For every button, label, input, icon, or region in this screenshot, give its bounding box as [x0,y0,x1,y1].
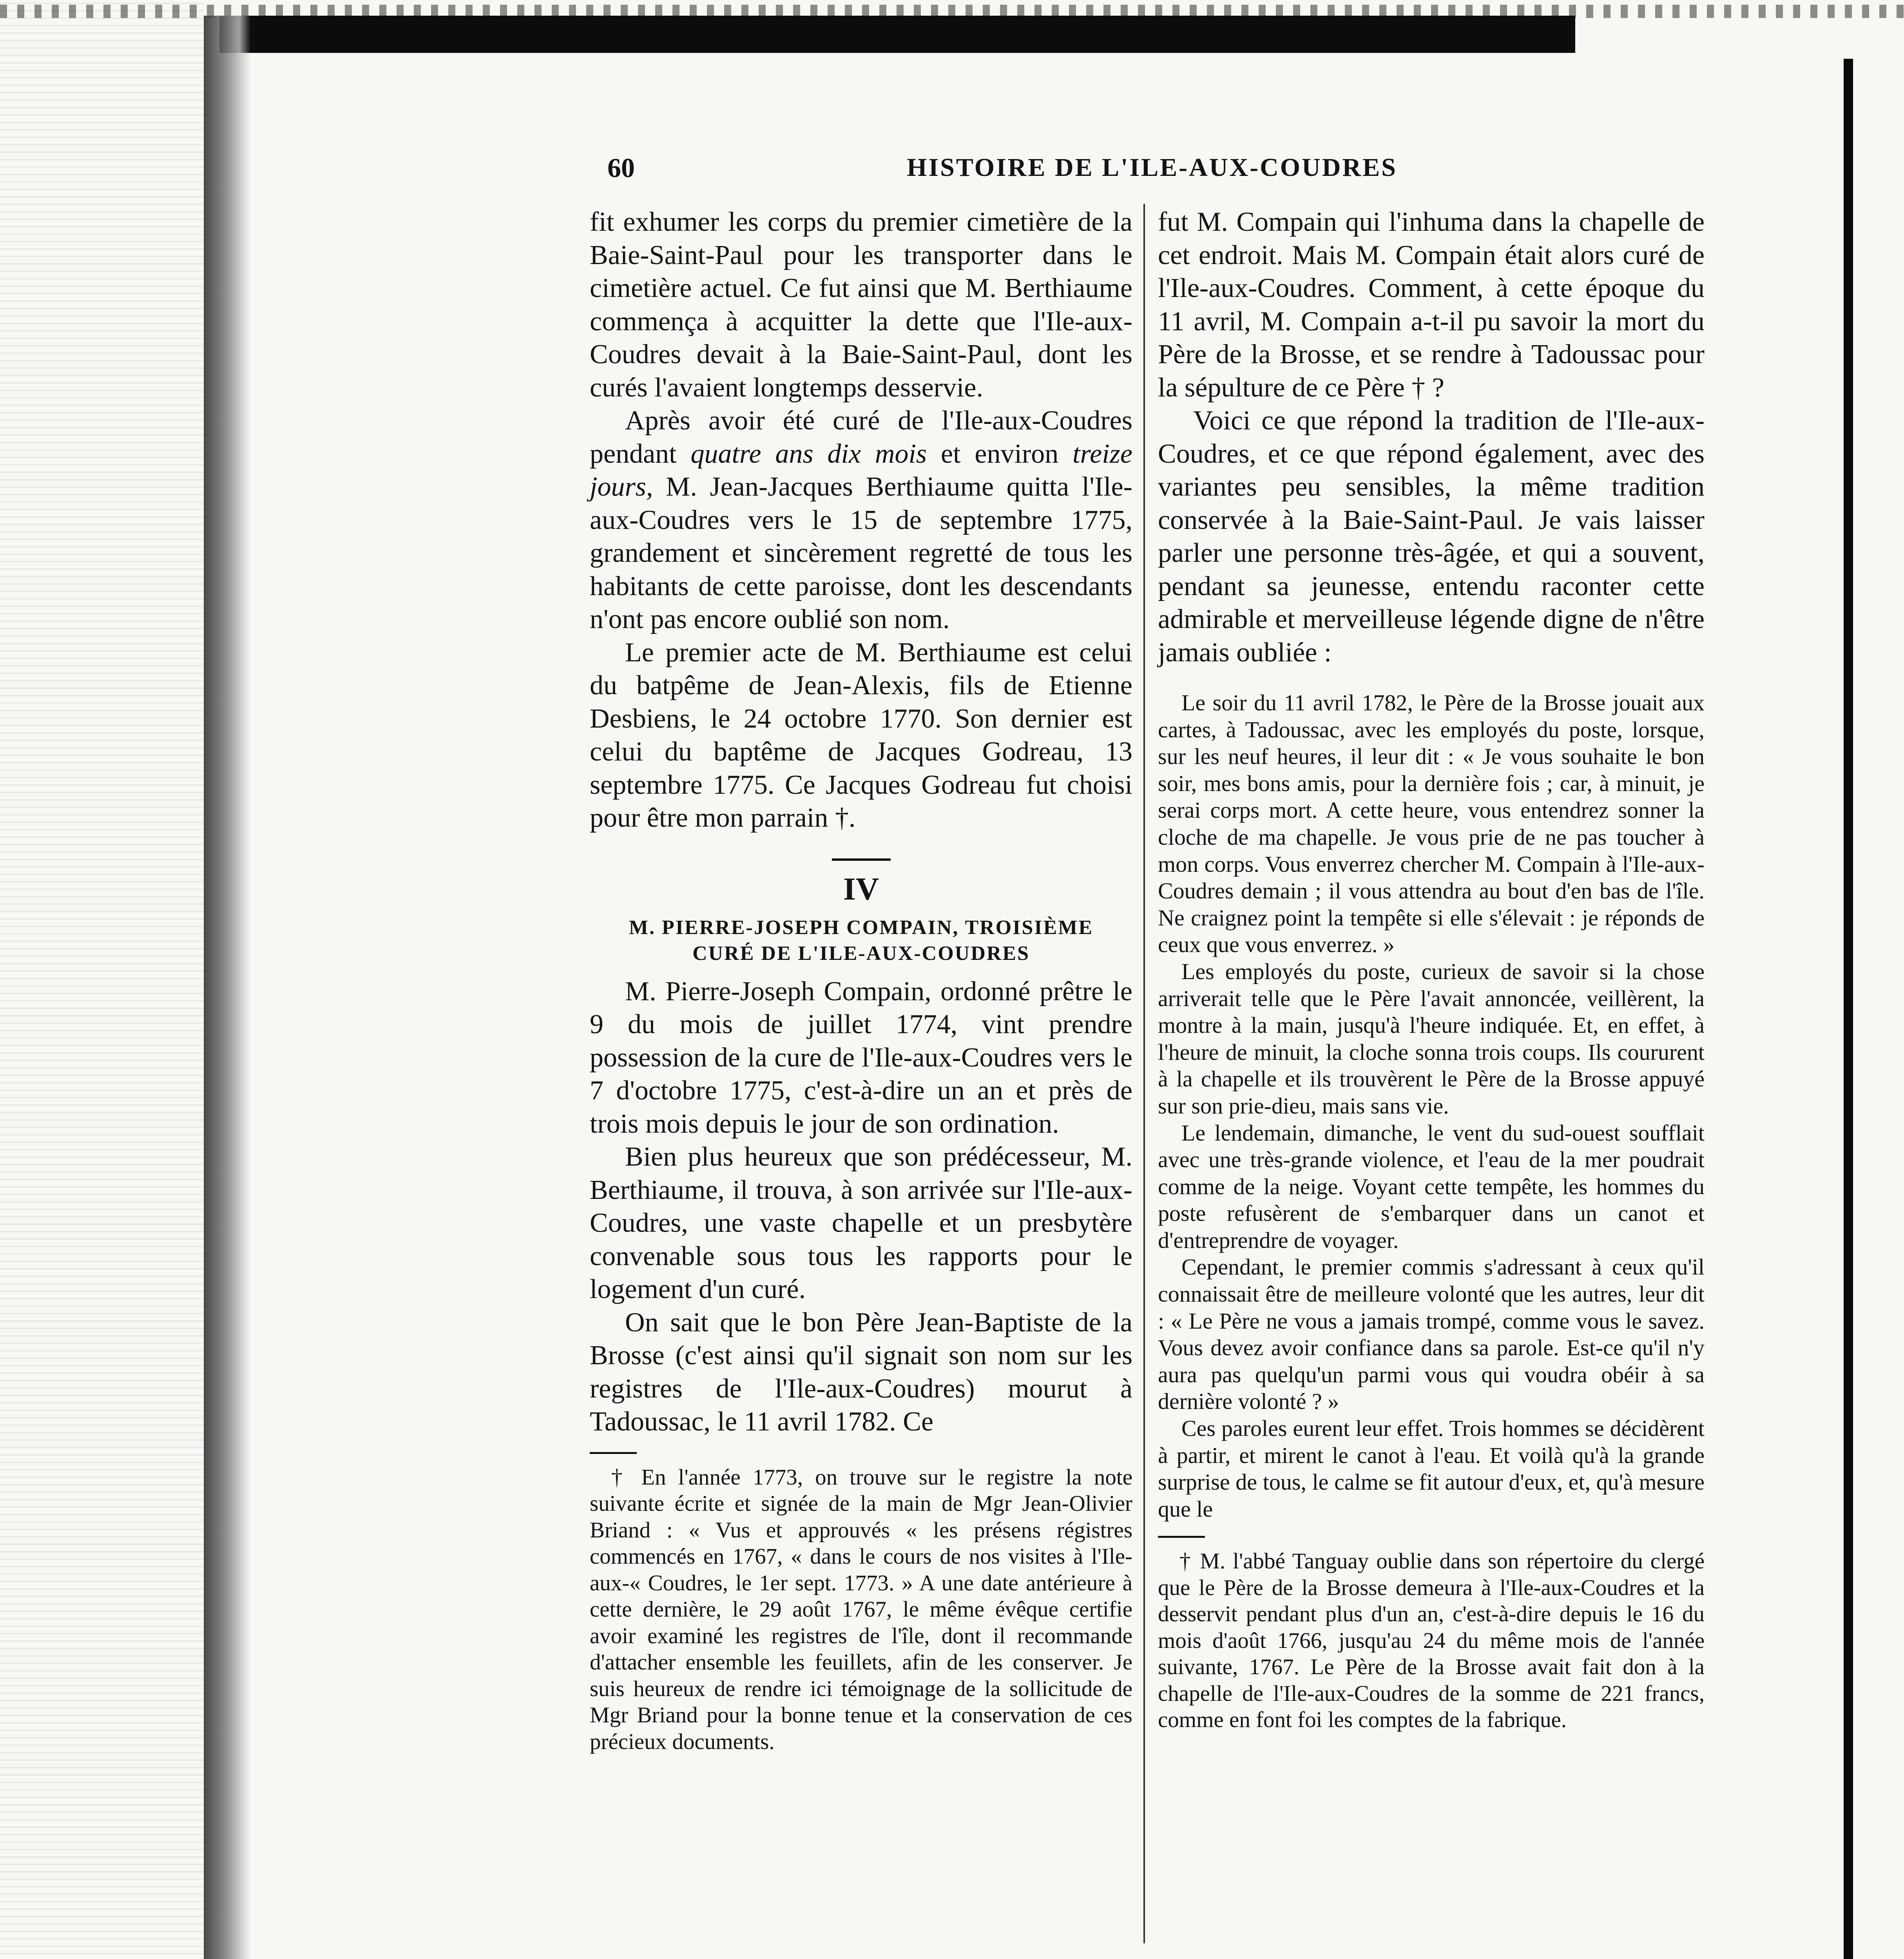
paragraph: M. Pierre-Joseph Compain, ordonné prêtre le 9 du mois de juillet 1774, vint prendre possession de la cure de l'Ile-aux-Coudres vers le 7 d'octobre 1775, c'est-à-dire un an et près de trois mois depuis le jour de son ordination. [590,976,1132,1139]
scan-top-shadow [219,16,1575,53]
footnote-rule [590,1452,637,1454]
italic-text: quatre ans dix mois [690,438,927,469]
legend-quotation [1158,690,1705,1523]
legend-paragraph: Le lendemain, dimanche, le vent du sud-ouest soufflait avec une très-grande violence, et l'eau de la mer poudrait comme de la neige. Voyant cette tempête, les hommes du poste refusèrent de s'embarquer dans un canot et d'entreprendre de voyager. [1158,1120,1705,1253]
legend-paragraph: Le soir du 11 avril 1782, le Père de la Brosse jouait aux cartes, à Tadoussac, avec les employés du poste, lorsque, sur les neuf heures, il leur dit : « Je vous souhaite le bon soir, mes bons amis, pour la dernière fois ; car, à minuit, je serai corps mort. A cette heure, vous entendrez sonner la cloche de ma chapelle. Je vous prie de ne pas toucher à mon corps. Vous enverrez chercher M. Compain à l'Ile-aux-Coudres demain ; il vous attendra au bout d'en bas de l'île. Ne craignez point la tempête si elle s'élevait : je réponds de ceux que vous enverrez. » [1158,690,1705,958]
legend-paragraph: Cependant, le premier commis s'adressant à ceux qu'il connaissait être de meilleure volonté que les autres, leur dit : « Le Père ne vous a jamais trompé, comme vous le savez. Vous devez avoir confiance dans sa parole. Est-ce qu'il n'y aura pas quelqu'un parmi vous qui voudra obéir à sa dernière volonté ? » [1158,1254,1705,1414]
scan-right-edge [1844,59,1853,1959]
chapter-heading-line: M. PIERRE-JOSEPH COMPAIN, TROISIÈME [629,916,1094,939]
column-divider [1143,204,1145,1943]
chapter-heading-line: CURÉ DE L'ILE-AUX-COUDRES [692,942,1030,965]
chapter-heading [590,915,1132,967]
left-column [590,206,1132,1755]
italic-text: treize jours, [590,438,1132,502]
footnote-rule [1158,1536,1205,1538]
footnote: † M. l'abbé Tanguay oublie dans son répertoire du clergé que le Père de la Brosse demeura à l'Ile-aux-Coudres et la desservit pendant plus d'un an, c'est-à-dire depuis le 16 du mois d'août 1766, jusqu'au 24 du même mois de l'année suivante, 1767. Le Père de la Brosse avait fait don à la chapelle de l'Ile-aux-Coudres de la somme de 221 francs, comme en font foi les comptes de la fabrique. [1158,1549,1705,1733]
page-number: 60 [607,153,635,183]
paragraph: Après avoir été curé de l'Ile-aux-Coudres pendant quatre ans dix mois et environ treize jours, M. Jean-Jacques Berthiaume quitta l'Ile-aux-Coudres vers le 15 de septembre 1775, grandement et sincèrement regretté de tous les habitants de cette paroisse, dont les descendants n'ont pas encore oublié son nom. [590,406,1132,634]
paragraph: Le premier acte de M. Berthiaume est celui du batpême de Jean-Alexis, fils de Etienne Desbiens, le 24 octobre 1770. Son dernier est celui du baptême de Jacques Godreau, 13 septembre 1775. Ce Jacques Godreau fut choisi pour être mon parrain †. [590,637,1132,833]
footnote: † En l'année 1773, on trouve sur le registre la note suivante écrite et signée de la main de Mgr Jean-Olivier Briand : « Vus et approuvés « les présens régistres commencés en 1767, « dans le cours de nos visites à l'Ile-aux-« Coudres, le 1er sept. 1773. » A une date antérieure à cette dernière, le 29 août 1767, le même évêque certifie avoir examiné les registres de l'île, dont il recommande d'attacher ensemble les feuillets, afin de les conserver. Je suis heureux de rendre ici témoignage de la sollicitude de Mgr Briand pour la bonne tenue et la conservation de ces précieux documents. [590,1465,1132,1754]
paragraph: Bien plus heureux que son prédécesseur, M. Berthiaume, il trouva, à son arrivée sur l'Ile-aux-Coudres, une vaste chapelle et un presbytère convenable sous tous les rapports pour le logement d'un curé. [590,1142,1132,1304]
paragraph: fit exhumer les corps du premier cimetière de la Baie-Saint-Paul pour les transporter dans le cimetière actuel. Ce fut ainsi que M. Berthiaume commença à acquitter la dette que l'Ile-aux-Coudres devait à la Baie-Saint-Paul, dont les curés l'avaient longtemps desservie. [590,207,1132,403]
page-header [588,153,1701,192]
scan-margin-noise [0,0,204,1959]
legend-paragraph: Les employés du poste, curieux de savoir si la chose arriverait telle que le Père l'avait annoncée, veillèrent, la montre à la main, jusqu'à l'heure indiquée. Et, en effet, à l'heure de minuit, la cloche sonna trois coups. Ils coururent à la chapelle et ils trouvèrent le Père de la Brosse appuyé sur son prie-dieu, mais sans vie. [1158,958,1705,1119]
scan-binding-shadow [204,16,251,1959]
paragraph: On sait que le bon Père Jean-Baptiste de la Brosse (c'est ainsi qu'il signait son nom sur les registres de l'Ile-aux-Coudres) mourut à Tadoussac, le 11 avril 1782. Ce [590,1307,1132,1437]
right-column [1158,206,1705,1733]
running-head: HISTOIRE DE L'ILE-AUX-COUDRES [907,153,1397,182]
paragraph: fut M. Compain qui l'inhuma dans la chapelle de cet endroit. Mais M. Compain était alors curé de l'Ile-aux-Coudres. Comment, à cette époque du 11 avril, M. Compain a-t-il pu savoir la mort du Père de la Brosse, et se rendre à Tadoussac pour la sépulture de ce Père † ? [1158,207,1705,403]
section-number: IV [843,871,879,907]
section-rule [832,858,891,861]
paragraph: Voici ce que répond la tradition de l'Ile-aux-Coudres, et ce que répond également, avec des variantes peu sensibles, la même tradition conservée à la Baie-Saint-Paul. Je vais laisser parler une personne très-âgée, et qui a souvent, pendant sa jeunesse, entendu raconter cette admirable et merveilleuse légende digne de n'être jamais oubliée : [1158,406,1705,668]
legend-paragraph: Ces paroles eurent leur effet. Trois hommes se décidèrent à partir, et mirent le canot à l'eau. Et voilà qu'à la grande surprise de tous, le calme se fit autour d'eux, et, qu'à mesure que le [1158,1416,1705,1522]
